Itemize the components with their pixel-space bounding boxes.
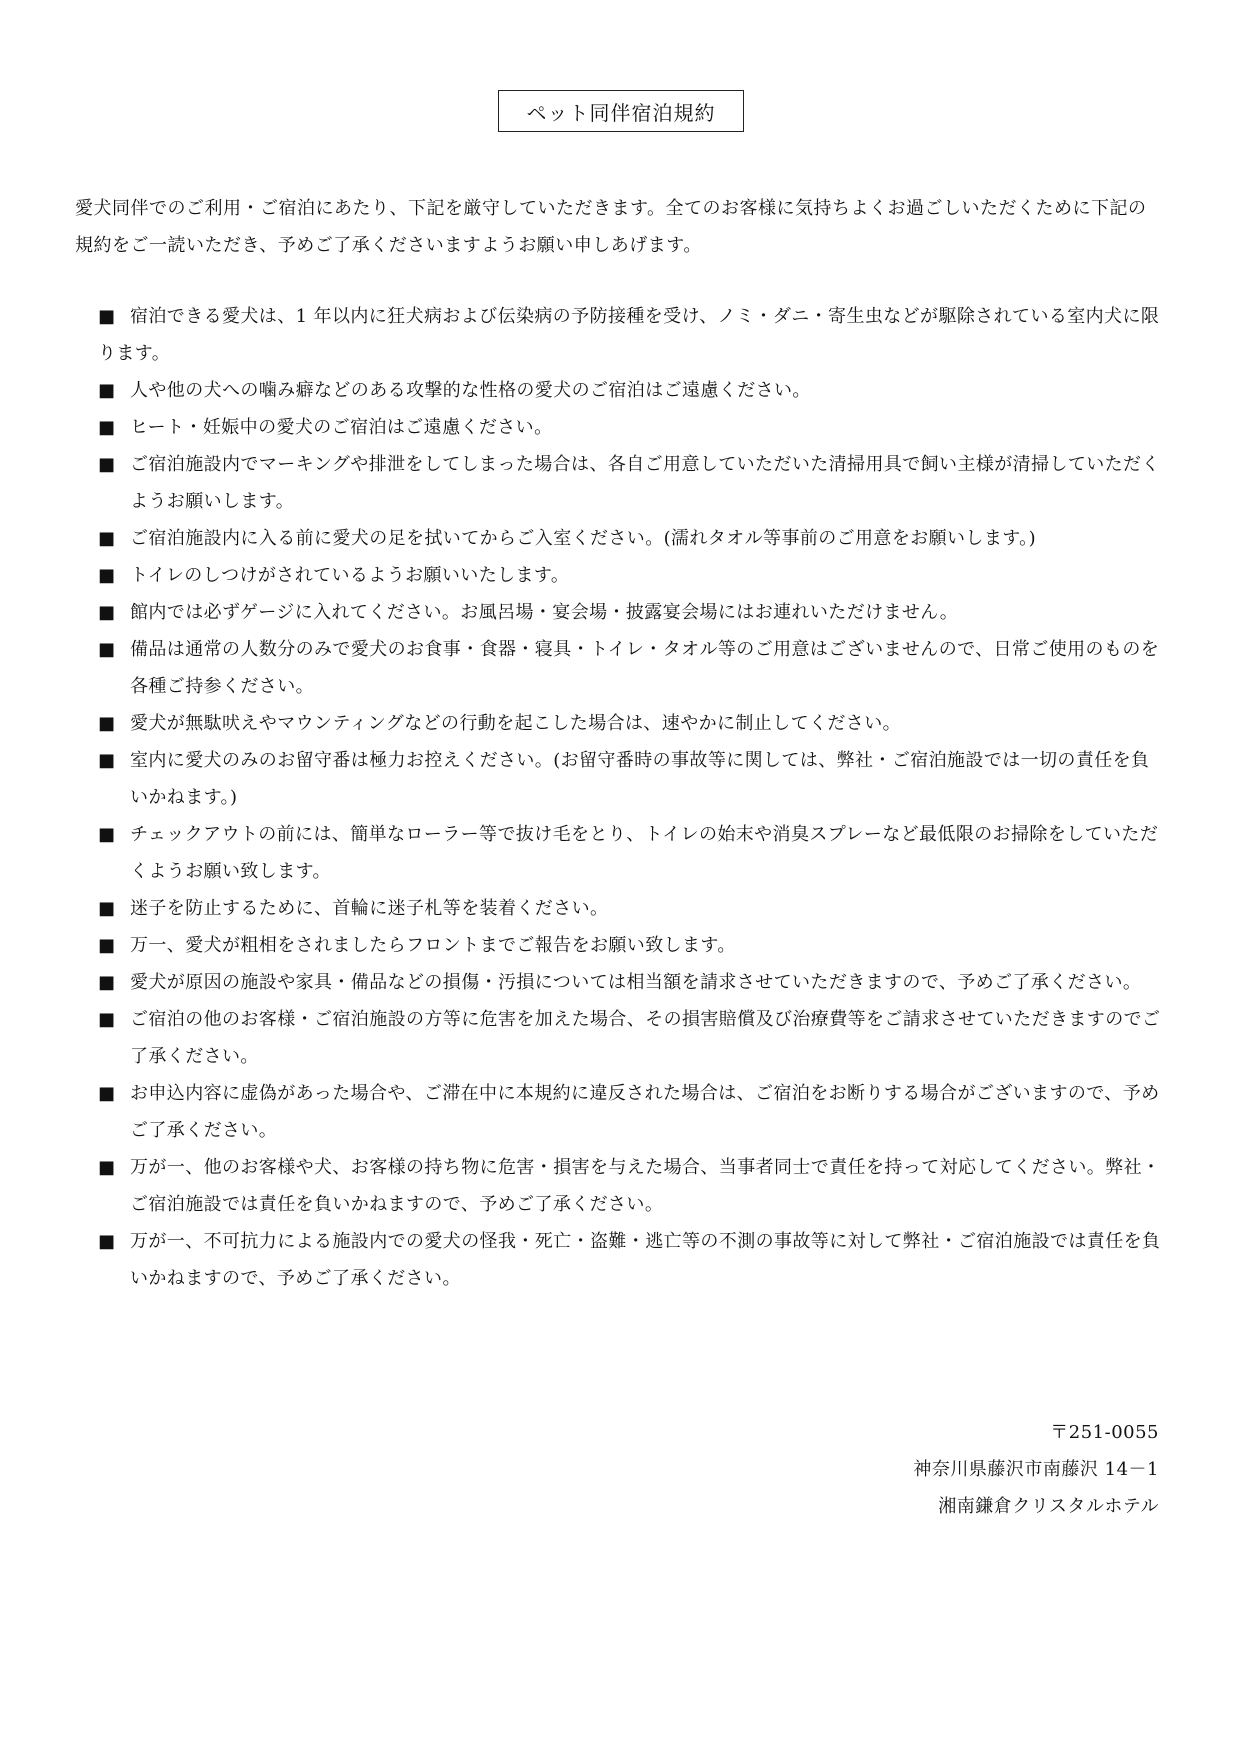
- intro-paragraph: 愛犬同伴でのご利用・ご宿泊にあたり、下記を厳守していただきます。全てのお客様に気持ちよくお過ごしいただくために下記の規約をご一読いただき、予めご了承くださいますようお願い申しあげます。: [75, 198, 1147, 256]
- bullet-square-icon: ■: [98, 898, 116, 919]
- rule-item: [98, 557, 1166, 594]
- rule-text: 万が一、他のお客様や犬、お客様の持ち物に危害・損害を与えた場合、当事者同士で責任を持って対応してください。弊社・ご宿泊施設では責任を負いかねますので、予めご了承ください。: [130, 1157, 1161, 1215]
- bullet-square-icon: ■: [98, 454, 116, 475]
- rule-text: 万一、愛犬が粗相をされましたらフロントまでご報告をお願い致します。: [130, 935, 736, 956]
- rule-item: [98, 927, 1166, 964]
- rule-text: トイレのしつけがされているようお願いいたします。: [130, 565, 570, 586]
- bullet-square-icon: ■: [98, 935, 116, 956]
- bullet-square-icon: ■: [98, 1009, 116, 1030]
- postal-code: 〒251-0055: [1050, 1422, 1159, 1443]
- rule-item: [98, 890, 1166, 927]
- bullet-square-icon: ■: [98, 1083, 116, 1104]
- rule-text: 室内に愛犬のみのお留守番は極力お控えください。(お留守番時の事故等に関しては、弊社・ご宿泊施設では一切の責任を負いかねます。): [130, 750, 1150, 808]
- rule-text: 万が一、不可抗力による施設内での愛犬の怪我・死亡・盗難・逃亡等の不測の事故等に対して弊社・ご宿泊施設では責任を負いかねますので、予めご了承ください。: [130, 1231, 1161, 1289]
- rule-item: [98, 594, 1166, 631]
- rules-list: [98, 298, 1166, 1297]
- rule-text: 備品は通常の人数分のみで愛犬のお食事・食器・寝具・トイレ・タオル等のご用意はございませんので、日常ご使用のものを各種ご持参ください。: [130, 639, 1160, 697]
- bullet-square-icon: ■: [98, 639, 116, 660]
- bullet-square-icon: ■: [98, 602, 116, 623]
- bullet-square-icon: ■: [98, 565, 116, 586]
- rule-text: 愛犬が無駄吠えやマウンティングなどの行動を起こした場合は、速やかに制止してください。: [130, 713, 901, 734]
- page-title: [498, 90, 744, 132]
- bullet-square-icon: ■: [98, 713, 116, 734]
- rule-item: [98, 1075, 1166, 1149]
- street-address: 神奈川県藤沢市南藤沢 14－1: [913, 1459, 1159, 1480]
- bullet-square-icon: ■: [98, 750, 116, 771]
- rule-item: [98, 1223, 1166, 1297]
- bullet-square-icon: ■: [98, 972, 116, 993]
- hotel-address-block: [913, 1414, 1159, 1525]
- rule-text: 人や他の犬への噛み癖などのある攻撃的な性格の愛犬のご宿泊はご遠慮ください。: [130, 380, 811, 401]
- rule-item: [98, 816, 1166, 890]
- bullet-square-icon: ■: [98, 417, 116, 438]
- rule-item: [98, 631, 1166, 705]
- rule-text: 迷子を防止するために、首輪に迷子札等を装着ください。: [130, 898, 609, 919]
- rule-item: [98, 409, 1166, 446]
- bullet-square-icon: ■: [98, 824, 116, 845]
- bullet-square-icon: ■: [98, 1157, 116, 1178]
- rule-text: 館内では必ずゲージに入れてください。お風呂場・宴会場・披露宴会場にはお連れいただけません。: [130, 602, 959, 623]
- rule-item: [98, 298, 1166, 372]
- page-title-text: ペット同伴宿泊規約: [526, 100, 716, 125]
- rule-item: [98, 372, 1166, 409]
- bullet-square-icon: ■: [98, 528, 116, 549]
- rule-text: お申込内容に虚偽があった場合や、ご滞在中に本規約に違反された場合は、ご宿泊をお断りする場合がございますので、予めご了承ください。: [130, 1083, 1160, 1141]
- rule-item: [98, 742, 1166, 816]
- rule-text: ご宿泊施設内に入る前に愛犬の足を拭いてからご入室ください。(濡れタオル等事前のご用意をお願いします。): [130, 528, 1036, 549]
- bullet-square-icon: ■: [98, 1231, 116, 1252]
- rule-text: チェックアウトの前には、簡単なローラー等で抜け毛をとり、トイレの始末や消臭スプレーなど最低限のお掃除をしていただくようお願い致します。: [130, 824, 1159, 882]
- bullet-square-icon: ■: [98, 306, 116, 327]
- bullet-square-icon: ■: [98, 380, 116, 401]
- rule-text: 愛犬が原因の施設や家具・備品などの損傷・汚損については相当額を請求させていただきますので、予めご了承ください。: [130, 972, 1142, 993]
- rule-text: ご宿泊の他のお客様・ご宿泊施設の方等に危害を加えた場合、その損害賠償及び治療費等をご請求させていただきますのでご了承ください。: [130, 1009, 1161, 1067]
- rule-item: [98, 1149, 1166, 1223]
- rule-item: [98, 964, 1166, 1001]
- rule-text: ご宿泊施設内でマーキングや排泄をしてしまった場合は、各自ご用意していただいた清掃用具で飼い主様が清掃していただくようお願いします。: [130, 454, 1160, 512]
- rule-item: [98, 705, 1166, 742]
- rule-item: [98, 446, 1166, 520]
- rule-item: [98, 1001, 1166, 1075]
- rule-item: [98, 520, 1166, 557]
- rule-text: 宿泊できる愛犬は、1 年以内に狂犬病および伝染病の予防接種を受け、ノミ・ダニ・寄生虫などが駆除されている室内犬に限ります。: [98, 306, 1160, 364]
- hotel-name: 湘南鎌倉クリスタルホテル: [938, 1496, 1159, 1517]
- rule-text: ヒート・妊娠中の愛犬のご宿泊はご遠慮ください。: [130, 417, 553, 438]
